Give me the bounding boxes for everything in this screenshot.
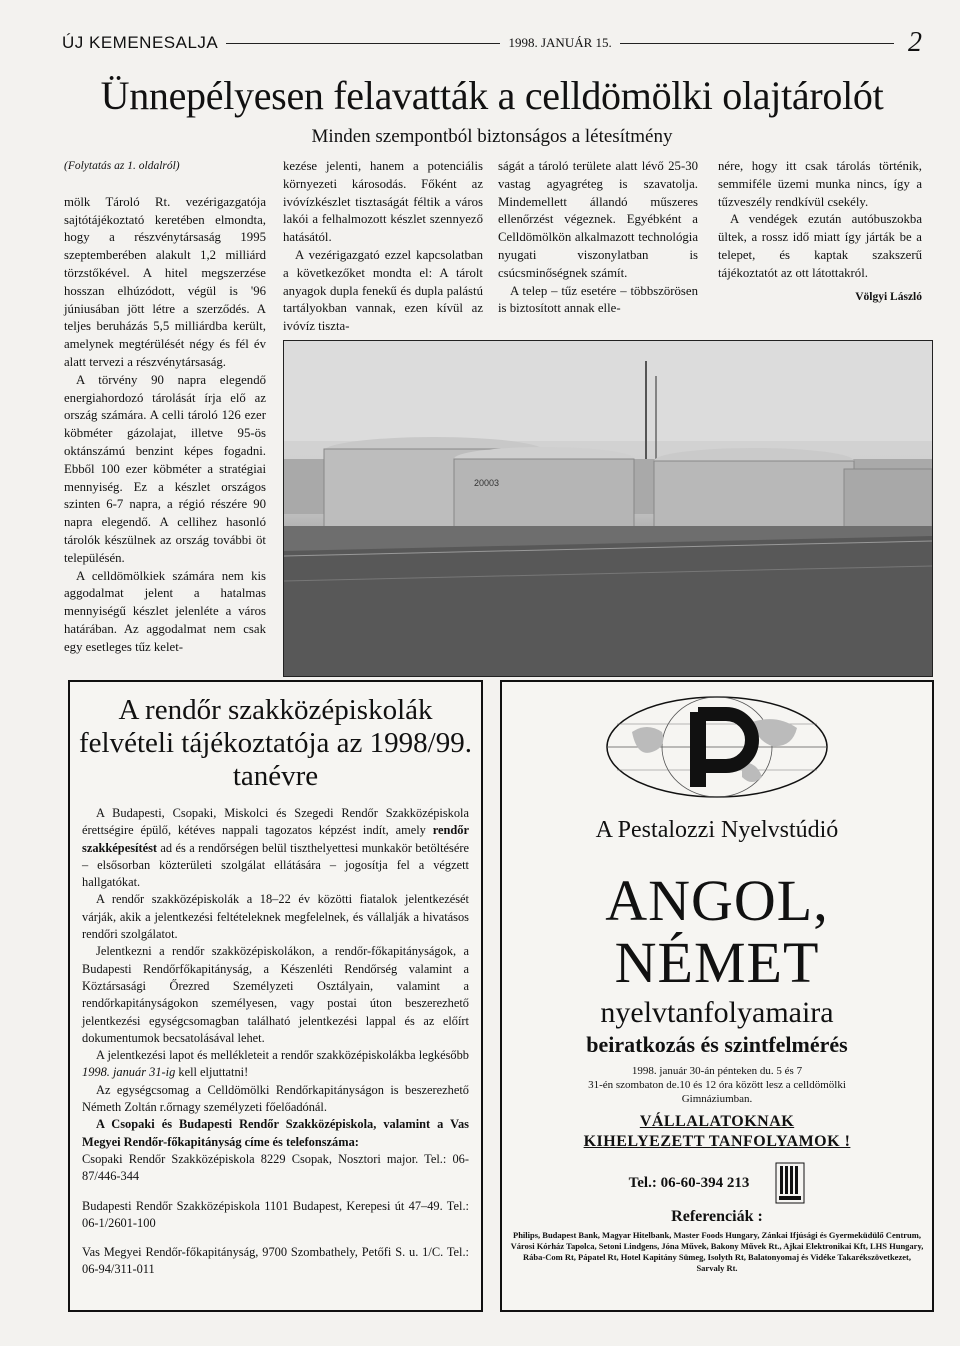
article-title: Ünnepélyesen felavatták a celldömölki olajtárolót	[100, 73, 884, 118]
article-column-4	[718, 158, 922, 306]
article-subtitle: Minden szempontból biztonságos a létesítmény	[311, 126, 673, 147]
address-vas-county: Vas Megyei Rendőr-főkapitányság, 9700 Szombathely, Petőfi S. u. 1/C. Tel.: 06-94/311-011	[82, 1245, 469, 1277]
tank-number-label: 20003	[474, 478, 500, 488]
article-paragraph: ságát a tároló területe alatt lévő 25-30 vastag agyagréteg is szavatolja. Mindemellett állandó műszeres ellenőrzést végeznek. Egyébként a Celldömölkön alkalmazott technológia nyugati viszonylatban is csúcsminőségnek számít.	[498, 159, 698, 280]
issue-date: 1998. JANUÁR 15.	[508, 35, 612, 50]
deadline-date: 1998. január 31-ig	[82, 1065, 176, 1080]
police-ad-text: A jelentkezési lapot és mellékleteit a rendőr szakközépiskolákba legkésőbb	[96, 1048, 469, 1063]
courses-heading: nyelvtanfolyamaira	[600, 996, 834, 1029]
article-paragraph: kezése jelenti, hanem a potenciális környezeti károsodás. Főként az ivóvízkészlet tisztaságát féltik a város lakói a felhalmozott készlet szennyező hatásától.	[283, 159, 483, 245]
corporate-courses-notice: VÁLLALATOKNAK KIHELYEZETT TANFOLYAMOK !	[583, 1113, 851, 1150]
article-column-1	[64, 158, 266, 657]
address-csopak: Csopaki Rendőr Szakközépiskola 8229 Csopak, Nosztori major. Tel.: 06-87/446-344	[82, 1151, 469, 1184]
police-ad-text: ad és a rendőrségen belül tiszthelyettesi munkakör betöltésére – elsősorban közterületi szolgálat ellátására – jogosítja fel a végzett hallgatókat.	[82, 840, 469, 890]
pestalozzi-globe-logo	[602, 692, 832, 802]
police-ad-paragraph: A rendőr szakközépiskolák a 18–22 év közötti fiatalok jelentkezését várják, akik a jelentkezési feltételeknek megfelelnek, és vállalják a hivatásos rendőri szolgálatot.	[82, 892, 469, 942]
header-rule	[226, 43, 500, 44]
header-rule-right	[620, 43, 894, 44]
article-paragraph: A celldömölkiek számára nem kis aggodalmat jelent a hatalmas mennyiségű készlet jelenléte a város határában. Az aggodalmat nem csak egy esetleges tűz kelet-	[64, 568, 266, 654]
article-paragraph: A vendégek ezután autóbuszokba ültek, a rossz idő miatt így járták be a telepet, és kaptak szakszerű tájékoztatót az ott látottakról.	[718, 212, 922, 280]
police-ad-title: A rendőr szakközépiskolák felvételi tájékoztatója az 1998/99. tanévre	[79, 694, 472, 792]
studio-name: A Pestalozzi Nyelvstúdió	[595, 817, 839, 843]
continuation-note: (Folytatás az 1. oldalról)	[64, 160, 180, 172]
page-number: 2	[908, 27, 922, 58]
article-paragraph: A telep – tűz esetére – többszörösen is biztosított annak elle-	[498, 283, 698, 316]
article-paragraph: nére, hogy itt csak tárolás történik, semmiféle üzemi munka nincs, így a tűzveszély rendkívül csekély.	[718, 159, 922, 209]
article-paragraph: mölk Tároló Rt. vezérigazgatója sajtótájékoztató keretében elmondta, hogy a részvénytársaság 1995 szeptemberében alakult 1,2 milliárd törzstőkével. A hitel megszerzése hosszan elhúzódott, végül is '96 júniusában jött létre a szerződés. A teljes beruházás 5,5 milliárdba került, amelynek megtérülését négy és fél év alatt tervezi a részvénytársaság.	[64, 194, 266, 369]
police-ad-paragraph: Az egységcsomag a Celldömölki Rendőrkapitányságon is beszerezhető Németh Zoltán r.őrnagy személyzeti főelőadónál.	[82, 1082, 469, 1115]
police-ad-addresses-heading	[82, 1116, 469, 1151]
registration-heading: beiratkozás és szintfelmérés	[586, 1032, 848, 1057]
police-ad-text: A Budapesti, Csopaki, Miskolci és Szegedi Rendőr Szakközépiskola érettségire épülő, kétéves nappali tagozatos képzést indít, amely	[82, 806, 469, 838]
police-ad-paragraph	[82, 805, 469, 891]
address-budapest: Budapesti Rendőr Szakközépiskola 1101 Budapest, Kerepesi út 47–49. Tel.: 06-1/2601-100	[82, 1198, 469, 1230]
police-ad-text: kell eljuttatni!	[175, 1065, 249, 1080]
language-german: NÉMET	[614, 930, 820, 995]
article-column-3	[498, 158, 698, 318]
article-paragraph: A törvény 90 napra elegendő energiahordozó tárolását írja elő az ország számára. A celli tároló 126 ezer köbméter gázolajat, illetve 95-ös oktánszámú benzint képes fogadni. Ebből 100 ezer köbméter a stratégiai mennyiség. Ez a készlet országos szinten 6-7 napra, a régió részére 90 napra elegendő. A cellihez hasonló tárolók készülnek az ország további öt településén.	[64, 372, 266, 565]
references-heading: Referenciák :	[671, 1208, 763, 1225]
page-header	[62, 27, 922, 58]
references-list: Philips, Budapest Bank, Magyar Hitelbank, Master Foods Hungary, Zánkai Ifjúsági és Gyermeküdülő Centrum, Városi Kórház Tapolca, Setoni Lindgens, Jóna Művek, Bakony Művek Rt., Ajkai Elektronikai Kft, LHS Hungary, Rába-Com Rt, Pápatel Rt, Hotel Kapitány Sümeg, Isolyth Rt, Balatonyomaj és Vidéke Takarékszövetkezet, Sarvaly Rt.	[510, 1230, 924, 1273]
article-column-2	[283, 158, 483, 336]
language-school-advertisement	[500, 680, 934, 1312]
phone-number: Tel.: 06-60-394 213	[628, 1174, 750, 1191]
oil-tanks-image	[284, 341, 932, 676]
police-ad-bold-text: rendőr szakképesítést	[82, 823, 469, 855]
addresses-heading-text: A Csopaki és Budapesti Rendőr Szakközépiskola, valamint a Vas Megyei Rendőr-főkapitányság címe és telefonszáma:	[82, 1117, 469, 1149]
police-ad-paragraph: Jelentkezni a rendőr szakközépiskolákon, a rendőr-főkapitányságok, a Budapesti Rendőrfőkapitányság, a Készenléti Rendőrség valamint a Köztársasági Őrezred Személyzeti Osztályain, valamint a rendőrkapitányságokon személyesen, vagy postai úton beszerezhető jelentkezési egységcsomagban található jelentkezési lappal és az előírt dokumentumok becsatolásával lehet.	[82, 944, 469, 1045]
publication-name: ÚJ KEMENESALJA	[62, 33, 219, 52]
police-school-advertisement	[68, 680, 483, 1312]
article-author: Völgyi László	[855, 290, 922, 303]
police-ad-paragraph	[82, 1047, 469, 1082]
school-emblem-icon	[775, 1162, 805, 1204]
schedule-line-1: 1998. január 30-án pénteken du. 5 és 7	[631, 1065, 803, 1077]
schedule-line-2: 31-én szombaton de.10 és 12 óra között lesz a celldömölki Gimnáziumban.	[588, 1079, 846, 1105]
oil-depot-photo	[283, 340, 933, 677]
language-english: ANGOL,	[605, 868, 829, 933]
article-paragraph: A vezérigazgató ezzel kapcsolatban a következőket mondta el: A tárolt anyagok dupla fenekű és dupla palástú tartályokban vannak, ezen kívül az ivóvíz tiszta-	[283, 247, 483, 334]
phone-row	[502, 1162, 932, 1204]
